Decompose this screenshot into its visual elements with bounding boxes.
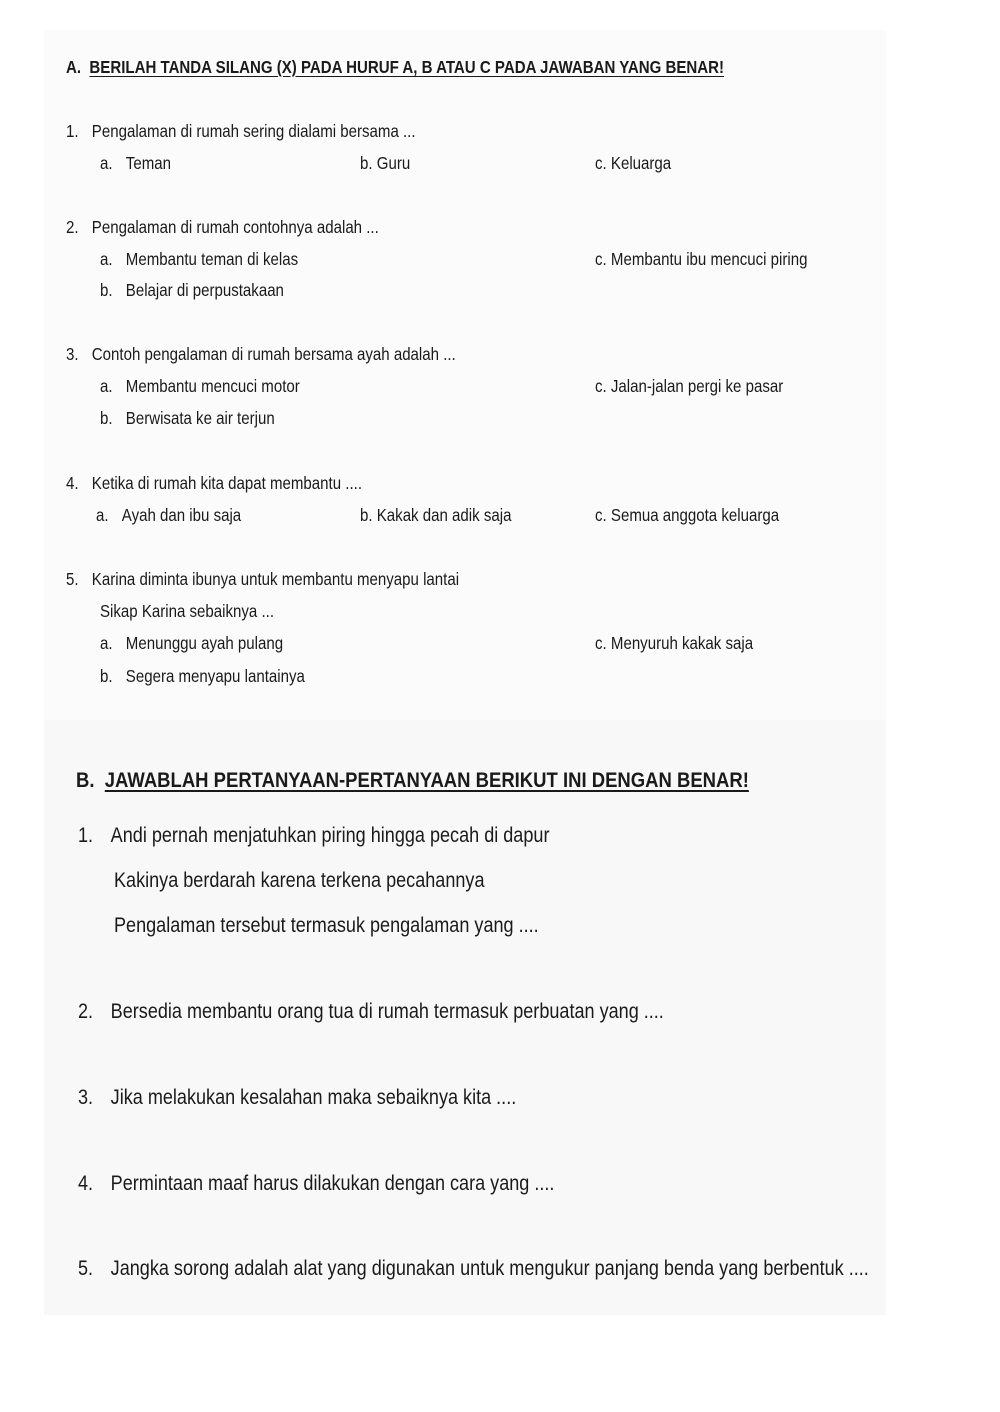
option-a1-c[interactable]: c. Keluarga: [595, 153, 672, 173]
section-b-instruction: JAWABLAH PERTANYAAN-PERTANYAAN BERIKUT INI DENGAN BENAR!: [104, 768, 749, 792]
option-a5-b[interactable]: b. Segera menyapu lantainya: [100, 666, 305, 686]
question-b2: 2. Bersedia membantu orang tua di rumah termasuk perbuatan yang ....: [78, 1000, 664, 1023]
option-a4-c[interactable]: c. Semua anggota keluarga: [595, 505, 780, 525]
question-b3: 3. Jika melakukan kesalahan maka sebaiknya kita ....: [78, 1086, 517, 1109]
question-a2: 2. Pengalaman di rumah contohnya adalah ...: [66, 217, 379, 237]
question-a1: [66, 121, 416, 142]
question-b1-line2: Kakinya berdarah karena terkena pecahannya: [114, 869, 485, 892]
section-a: [44, 30, 886, 720]
option-a5-c[interactable]: c. Menyuruh kakak saja: [595, 633, 754, 653]
question-number: 1.: [66, 121, 79, 141]
option-a1-b[interactable]: b. Guru: [360, 153, 411, 173]
worksheet: [44, 30, 886, 1315]
section-b: [44, 720, 886, 1315]
option-a1-a[interactable]: a. Teman: [100, 153, 171, 173]
question-a4: 4. Ketika di rumah kita dapat membantu ....: [66, 473, 363, 493]
question-b1: 1. Andi pernah menjatuhkan piring hingga pecah di dapur: [78, 824, 550, 847]
question-a5: 5. Karina diminta ibunya untuk membantu menyapu lantai: [66, 569, 460, 589]
option-a4-a[interactable]: a. Ayah dan ibu saja: [96, 505, 242, 525]
section-a-heading: [66, 57, 724, 78]
question-text: Pengalaman di rumah sering dialami bersama ...: [91, 121, 416, 141]
section-a-letter: A.: [66, 57, 82, 77]
question-b1-line3: Pengalaman tersebut termasuk pengalaman yang ....: [114, 914, 539, 937]
option-a2-c[interactable]: c. Membantu ibu mencuci piring: [595, 249, 808, 269]
question-b5: 5. Jangka sorong adalah alat yang digunakan untuk mengukur panjang benda yang berbentuk ....: [78, 1257, 869, 1280]
section-b-heading: [76, 768, 749, 793]
option-a3-a[interactable]: a. Membantu mencuci motor: [100, 376, 300, 396]
option-a2-b[interactable]: b. Belajar di perpustakaan: [100, 280, 284, 300]
question-a3: 3. Contoh pengalaman di rumah bersama ayah adalah ...: [66, 344, 456, 364]
option-a2-a[interactable]: a. Membantu teman di kelas: [100, 249, 299, 269]
section-b-letter: B.: [76, 768, 95, 792]
section-a-instruction: BERILAH TANDA SILANG (X) PADA HURUF A, B ATAU C PADA JAWABAN YANG BENAR!: [89, 57, 725, 77]
question-a5-line2: Sikap Karina sebaiknya ...: [100, 601, 275, 621]
option-a4-b[interactable]: b. Kakak dan adik saja: [360, 505, 512, 525]
question-b4: 4. Permintaan maaf harus dilakukan dengan cara yang ....: [78, 1172, 555, 1195]
option-a3-b[interactable]: b. Berwisata ke air terjun: [100, 408, 275, 428]
option-a3-c[interactable]: c. Jalan-jalan pergi ke pasar: [595, 376, 784, 396]
option-a5-a[interactable]: a. Menunggu ayah pulang: [100, 633, 284, 653]
